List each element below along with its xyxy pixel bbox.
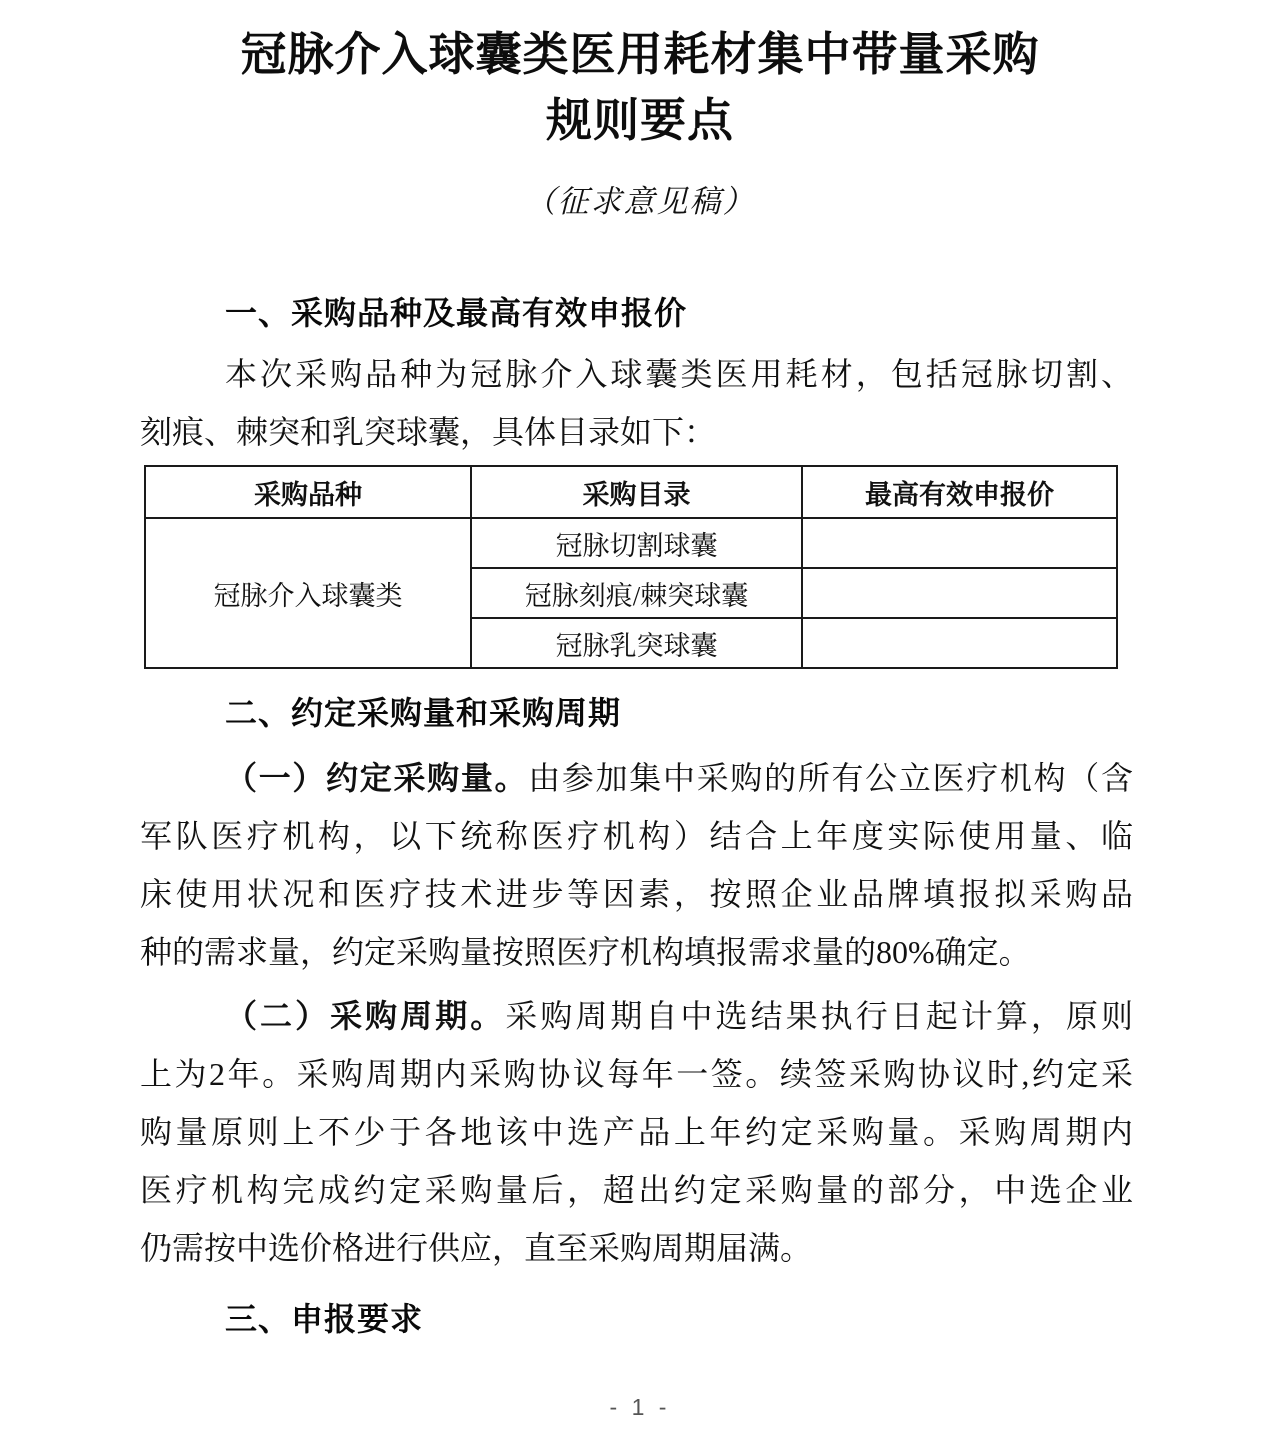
section-2-paragraph-1 — [140, 749, 1133, 981]
table-cell-catalog: 冠脉刻痕/棘突球囊 — [471, 568, 802, 618]
table-header-row — [145, 466, 1117, 518]
paragraph-bold-lead: （二）采购周期。 — [225, 998, 506, 1034]
paragraph-text: 由参加集中采购的所有公立医疗机构（含 — [528, 760, 1133, 796]
paragraph-text: 采购周期自中选结果执行日起计算，原则 — [505, 998, 1133, 1034]
paragraph-line: 刻痕、棘突和乳突球囊，具体目录如下： — [140, 414, 717, 450]
paragraph-line — [140, 749, 1133, 807]
paragraph-line: 购量原则上不少于各地该中选产品上年约定采购量。采购周期内 — [140, 1114, 1133, 1150]
paragraph-line: 军队医疗机构，以下统称医疗机构）结合上年度实际使用量、临 — [140, 818, 1133, 854]
paragraph-line: 本次采购品种为冠脉介入球囊类医用耗材，包括冠脉切割、 — [225, 356, 1133, 392]
table-header-max-price: 最高有效申报价 — [802, 466, 1117, 518]
paragraph-line: 上为2年。采购周期内采购协议每年一签。续签采购协议时,约定采 — [140, 1056, 1133, 1092]
section-1-paragraph — [140, 345, 1133, 461]
section-2-paragraph-2 — [140, 987, 1133, 1277]
paragraph-line — [140, 987, 1133, 1045]
paragraph-line: 种的需求量，约定采购量按照医疗机构填报需求量的80%确定。 — [140, 934, 1031, 970]
document-body — [140, 291, 1133, 1341]
page-number: - 1 - — [609, 1394, 671, 1420]
procurement-table — [144, 465, 1118, 669]
document-title-line2: 规则要点 — [546, 95, 734, 146]
document-subtitle: （征求意见稿） — [524, 184, 756, 219]
table-header-category: 采购品种 — [145, 466, 471, 518]
section-1-heading: 一、采购品种及最高有效申报价 — [225, 295, 688, 331]
table-cell-price — [802, 618, 1117, 668]
table-cell-category: 冠脉介入球囊类 — [145, 518, 471, 668]
table-cell-price — [802, 518, 1117, 568]
section-2-heading: 二、约定采购量和采购周期 — [225, 695, 622, 731]
table-cell-catalog: 冠脉切割球囊 — [471, 518, 802, 568]
paragraph-bold-lead: （一）约定采购量。 — [225, 760, 529, 796]
table-row — [145, 518, 1117, 568]
document-title-line1: 冠脉介入球囊类医用耗材集中带量采购 — [240, 29, 1040, 80]
table-header-catalog: 采购目录 — [471, 466, 802, 518]
table-cell-price — [802, 568, 1117, 618]
paragraph-line: 床使用状况和医疗技术进步等因素，按照企业品牌填报拟采购品 — [140, 876, 1133, 912]
table-cell-catalog: 冠脉乳突球囊 — [471, 618, 802, 668]
paragraph-line: 医疗机构完成约定采购量后，超出约定采购量的部分，中选企业 — [140, 1172, 1133, 1208]
paragraph-line: 仍需按中选价格进行供应，直至采购周期届满。 — [140, 1230, 813, 1266]
section-3-heading: 三、申报要求 — [225, 1301, 424, 1337]
